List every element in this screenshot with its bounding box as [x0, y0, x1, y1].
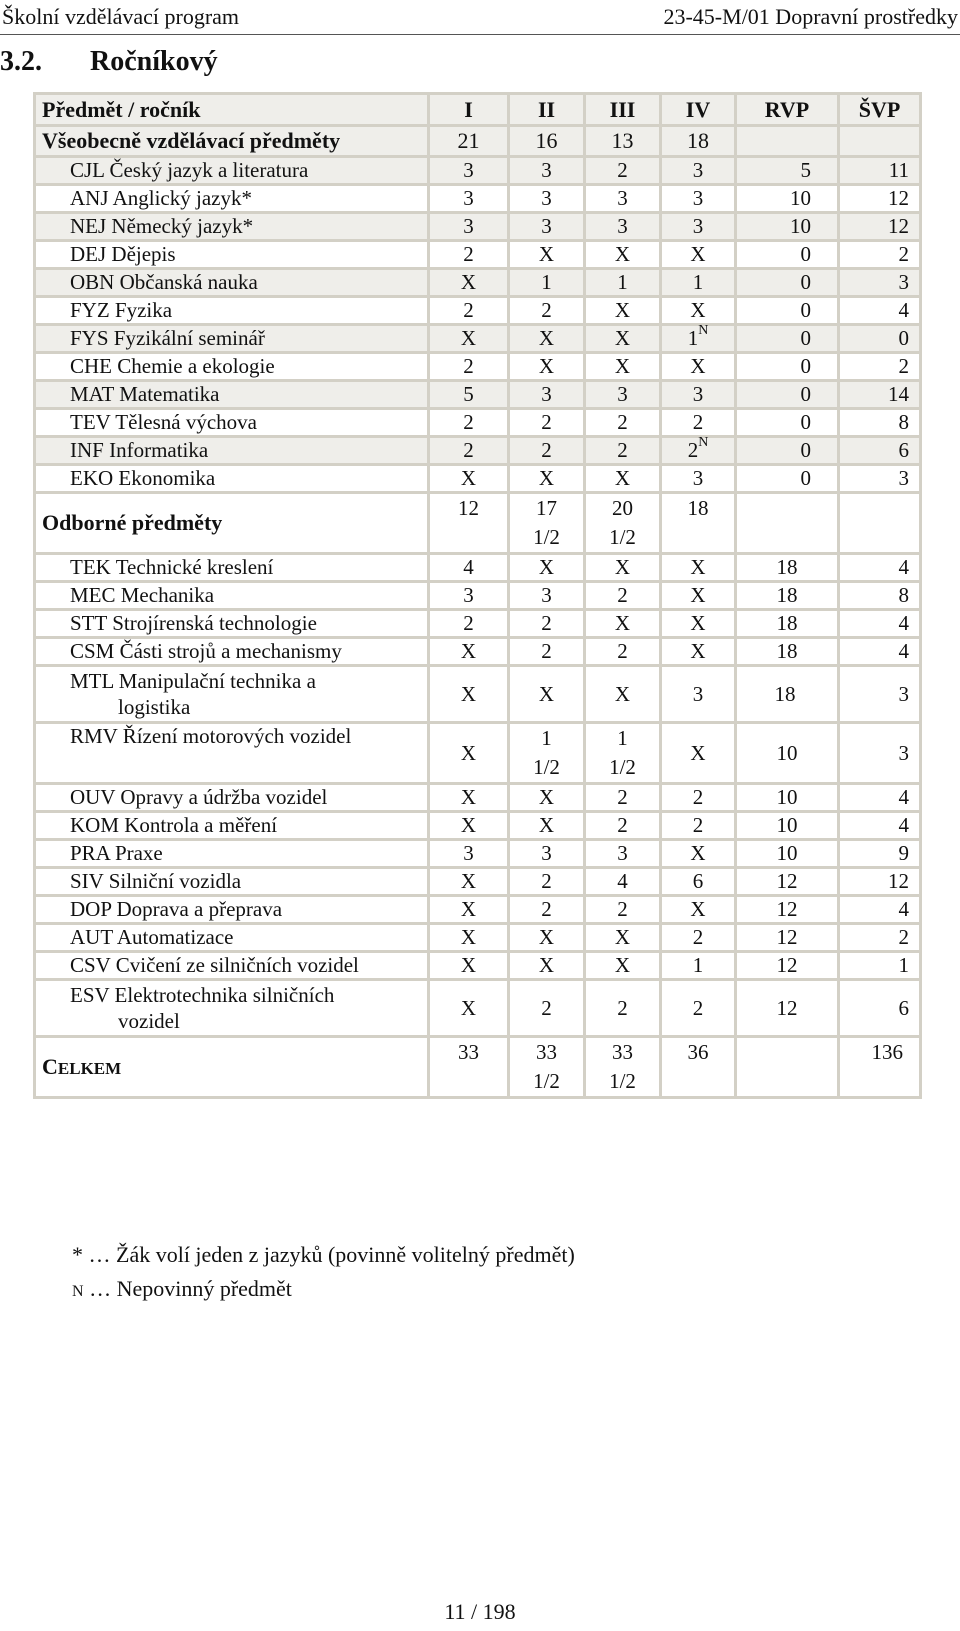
table-cell: 17 1/2 [509, 493, 585, 554]
column-header: Předmět / ročník [35, 94, 429, 126]
table-cell: 2 [585, 784, 661, 812]
table-cell: 3 [509, 381, 585, 409]
table-cell: 10 [736, 784, 839, 812]
table-cell: X [429, 896, 509, 924]
table-cell: 2 [509, 868, 585, 896]
table-cell: 2 [429, 353, 509, 381]
subject-name: MEC Mechanika [35, 582, 429, 610]
table-row [35, 980, 921, 1037]
table-cell: 33 1/2 [585, 1037, 661, 1098]
subject-name: KOM Kontrola a měření [35, 812, 429, 840]
table-cell: 12 [736, 952, 839, 980]
table-cell: 3 [839, 269, 921, 297]
table-cell: 2 [429, 409, 509, 437]
table-cell: 0 [839, 325, 921, 353]
table-cell: 5 [736, 157, 839, 185]
header-divider [0, 34, 960, 35]
table-cell: X [429, 723, 509, 784]
table-cell: 2 [585, 812, 661, 840]
table-cell: 1 [661, 952, 736, 980]
table-cell: X [429, 638, 509, 666]
table-cell: 10 [736, 213, 839, 241]
table-cell: X [585, 924, 661, 952]
subject-name: OUV Opravy a údržba vozidel [35, 784, 429, 812]
table-cell: X [429, 465, 509, 493]
table-cell: 3 [509, 582, 585, 610]
table-cell: 3 [661, 157, 736, 185]
table-row [35, 157, 921, 185]
column-header: III [585, 94, 661, 126]
table-cell: 0 [736, 465, 839, 493]
header-program: Školní vzdělávací program [2, 4, 240, 29]
table-cell: 2 [661, 812, 736, 840]
table-row [35, 812, 921, 840]
table-row [35, 297, 921, 325]
table-cell: 3 [661, 465, 736, 493]
table-cell: 0 [736, 241, 839, 269]
table-cell: 3 [661, 213, 736, 241]
subject-name: ANJ Anglický jazyk* [35, 185, 429, 213]
table-cell: 4 [839, 297, 921, 325]
total-row [35, 1037, 921, 1098]
page-number: 11 / 198 [444, 1599, 516, 1624]
table-cell: 18 [661, 126, 736, 157]
subject-name: FYZ Fyzika [35, 297, 429, 325]
table-header-row [35, 94, 921, 126]
table-cell: 3 [585, 213, 661, 241]
table-cell: X [429, 868, 509, 896]
table-cell: 3 [429, 213, 509, 241]
table-cell: 14 [839, 381, 921, 409]
nonmandatory-marker: N [698, 435, 709, 450]
table-cell: 18 [736, 610, 839, 638]
table-cell: X [509, 353, 585, 381]
table-row [35, 638, 921, 666]
table-cell: 0 [736, 325, 839, 353]
table-cell: 9 [839, 840, 921, 868]
table-cell: 2 [661, 784, 736, 812]
table-cell: 2 [509, 896, 585, 924]
table-row [35, 241, 921, 269]
table-cell [736, 126, 839, 157]
table-row [35, 437, 921, 465]
table-cell: 1 [585, 269, 661, 297]
footnote-nonmandatory: N … Nepovinný předmět [72, 1276, 292, 1301]
table-cell: X [661, 610, 736, 638]
subject-name: MTL Manipulační technika a logistika [35, 666, 429, 723]
table-cell: X [585, 610, 661, 638]
table-cell: X [509, 465, 585, 493]
table-cell: 8 [839, 582, 921, 610]
table-cell: 2 [661, 980, 736, 1037]
table-row [35, 465, 921, 493]
table-row [35, 554, 921, 582]
table-cell: 2 [509, 297, 585, 325]
table-cell: X [509, 784, 585, 812]
table-cell: 10 [736, 723, 839, 784]
table-cell: 16 [509, 126, 585, 157]
table-cell: 4 [429, 554, 509, 582]
column-header: II [509, 94, 585, 126]
table-cell: 13 [585, 126, 661, 157]
table-cell: 3 [661, 185, 736, 213]
subject-name: CJL Český jazyk a literatura [35, 157, 429, 185]
table-cell: 12 [736, 896, 839, 924]
section-title: Ročníkový [90, 46, 218, 77]
subject-name: AUT Automatizace [35, 924, 429, 952]
table-cell: 2 [429, 297, 509, 325]
table-cell: 3 [509, 157, 585, 185]
table-cell: 12 [429, 493, 509, 554]
table-cell: X [509, 241, 585, 269]
table-cell: X [661, 840, 736, 868]
table-cell [839, 493, 921, 554]
page-header [0, 4, 960, 32]
table-cell: 2 [585, 157, 661, 185]
subject-name: CSV Cvičení ze silničních vozidel [35, 952, 429, 980]
table-row [35, 896, 921, 924]
table-cell: 2 [509, 980, 585, 1037]
table-cell: X [661, 297, 736, 325]
table-cell: 2 [585, 896, 661, 924]
table-cell: 6 [839, 980, 921, 1037]
table-cell [736, 493, 839, 554]
table-cell: 0 [736, 381, 839, 409]
table-cell: 3 [585, 381, 661, 409]
table-row [35, 868, 921, 896]
table-cell: 6 [839, 437, 921, 465]
subject-name: SIV Silniční vozidla [35, 868, 429, 896]
table-cell: 3 [839, 666, 921, 723]
footnote-symbol: N [72, 1283, 84, 1300]
table-cell: 3 [429, 582, 509, 610]
table-cell: 20 1/2 [585, 493, 661, 554]
table-cell: X [429, 952, 509, 980]
table-cell: 2 [839, 241, 921, 269]
table-cell: X [585, 465, 661, 493]
table-cell: 4 [839, 610, 921, 638]
table-cell: 4 [839, 784, 921, 812]
table-cell: 1 [661, 269, 736, 297]
table-cell: 18 [661, 493, 736, 554]
table-cell: 3 [585, 840, 661, 868]
table-cell: 2 [509, 638, 585, 666]
general-subjects-group-row [35, 126, 921, 157]
subject-name: INF Informatika [35, 437, 429, 465]
subject-name: TEK Technické kreslení [35, 554, 429, 582]
table-cell: X [661, 896, 736, 924]
table-cell: X [661, 554, 736, 582]
table-cell: 0 [736, 409, 839, 437]
table-cell: 2 [585, 437, 661, 465]
subject-name: PRA Praxe [35, 840, 429, 868]
table-cell: 3 [509, 840, 585, 868]
table-cell: 33 1/2 [509, 1037, 585, 1098]
table-cell: 6 [661, 868, 736, 896]
table-cell: X [661, 723, 736, 784]
nonmandatory-marker: N [698, 323, 709, 338]
table-cell: 11 [839, 157, 921, 185]
table-cell: 3 [839, 465, 921, 493]
table-cell: 12 [736, 868, 839, 896]
table-cell: X [509, 325, 585, 353]
table-cell: 2 [839, 353, 921, 381]
subject-name: EKO Ekonomika [35, 465, 429, 493]
table-cell: X [585, 297, 661, 325]
subject-name: DEJ Dějepis [35, 241, 429, 269]
column-header: IV [661, 94, 736, 126]
table-cell: X [429, 924, 509, 952]
table-cell: 0 [736, 353, 839, 381]
table-cell: 2 [585, 582, 661, 610]
table-cell: 4 [839, 554, 921, 582]
table-cell: 0 [736, 437, 839, 465]
table-cell: $1^N$ [661, 325, 736, 353]
table-cell: 12 [839, 213, 921, 241]
table-cell: 2 [661, 924, 736, 952]
table-cell: 10 [736, 185, 839, 213]
table-row [35, 582, 921, 610]
table-cell: X [585, 241, 661, 269]
table-cell: 3 [661, 666, 736, 723]
table-cell: X [585, 952, 661, 980]
table-cell: 5 [429, 381, 509, 409]
subject-name: MAT Matematika [35, 381, 429, 409]
table-cell: 2 [585, 409, 661, 437]
table-cell: 18 [736, 666, 839, 723]
table-cell: 10 [736, 812, 839, 840]
subject-name: TEV Tělesná výchova [35, 409, 429, 437]
table-cell: X [429, 269, 509, 297]
table-cell: 12 [736, 924, 839, 952]
subject-name: ESV Elektrotechnika silničních vozidel [35, 980, 429, 1037]
section-number: 3.2. [0, 46, 42, 77]
table-row [35, 666, 921, 723]
table-cell: X [661, 638, 736, 666]
subject-name: OBN Občanská nauka [35, 269, 429, 297]
subject-name: CHE Chemie a ekologie [35, 353, 429, 381]
table-cell: 3 [429, 840, 509, 868]
table-cell: 3 [509, 213, 585, 241]
table-cell: 1 1/2 [509, 723, 585, 784]
table-cell: 4 [839, 896, 921, 924]
column-header: ŠVP [839, 94, 921, 126]
table-cell: 3 [429, 157, 509, 185]
table-cell: 18 [736, 582, 839, 610]
table-cell: 2 [661, 409, 736, 437]
group-label: Odborné předměty [35, 493, 429, 554]
table-cell: X [509, 812, 585, 840]
table-cell: X [509, 666, 585, 723]
table-cell: 12 [736, 980, 839, 1037]
table-cell: 3 [661, 381, 736, 409]
table-cell: X [429, 812, 509, 840]
table-row [35, 952, 921, 980]
table-cell: 1 [509, 269, 585, 297]
table-cell: 0 [736, 269, 839, 297]
footnote-optional-language: * … Žák volí jeden z jazyků (povinně volitelný předmět) [72, 1242, 575, 1267]
subject-name: STT Strojírenská technologie [35, 610, 429, 638]
table-row [35, 723, 921, 784]
table-cell: X [661, 241, 736, 269]
table-cell: 33 [429, 1037, 509, 1098]
table-row [35, 840, 921, 868]
table-cell: X [585, 353, 661, 381]
table-cell: X [509, 952, 585, 980]
subject-name: CSM Části strojů a mechanismy [35, 638, 429, 666]
table-cell: 18 [736, 554, 839, 582]
table-cell [839, 126, 921, 157]
table-cell: 4 [585, 868, 661, 896]
table-cell: 36 [661, 1037, 736, 1098]
table-cell: 2 [839, 924, 921, 952]
curriculum-table [33, 92, 922, 1099]
table-row [35, 185, 921, 213]
table-cell: 4 [839, 638, 921, 666]
table-cell: X [661, 582, 736, 610]
table-cell: X [429, 666, 509, 723]
total-label: CELKEM [35, 1037, 429, 1098]
table-row [35, 924, 921, 952]
column-header: I [429, 94, 509, 126]
table-cell: 12 [839, 185, 921, 213]
table-cell: 3 [839, 723, 921, 784]
table-cell: 3 [509, 185, 585, 213]
header-field-code: 23-45-M/01 Dopravní prostředky [663, 4, 958, 29]
table-cell: 2 [509, 610, 585, 638]
table-row [35, 381, 921, 409]
table-cell: 1 [839, 952, 921, 980]
table-row [35, 784, 921, 812]
table-cell: X [585, 554, 661, 582]
table-cell: X [585, 325, 661, 353]
table-row [35, 269, 921, 297]
table-cell: $2^N$ [661, 437, 736, 465]
table-row [35, 325, 921, 353]
table-cell: 2 [509, 437, 585, 465]
table-cell: 12 [839, 868, 921, 896]
table-cell: X [429, 980, 509, 1037]
table-cell: 2 [429, 241, 509, 269]
table-cell: X [509, 554, 585, 582]
table-row [35, 213, 921, 241]
table-cell [736, 1037, 839, 1098]
table-cell: X [661, 353, 736, 381]
table-row [35, 409, 921, 437]
table-cell: 1 1/2 [585, 723, 661, 784]
footnotes [72, 1238, 575, 1309]
table-cell: 3 [585, 185, 661, 213]
table-row [35, 610, 921, 638]
table-cell: 2 [429, 610, 509, 638]
table-cell: X [509, 924, 585, 952]
table-cell: X [429, 784, 509, 812]
table-cell: 2 [585, 638, 661, 666]
table-cell: X [585, 666, 661, 723]
table-cell: 10 [736, 840, 839, 868]
table-cell: 21 [429, 126, 509, 157]
table-cell: 8 [839, 409, 921, 437]
table-cell: 0 [736, 297, 839, 325]
column-header: RVP [736, 94, 839, 126]
group-label: Všeobecně vzdělávací předměty [35, 126, 429, 157]
table-cell: 3 [429, 185, 509, 213]
table-cell: 2 [509, 409, 585, 437]
professional-subjects-group-row [35, 493, 921, 554]
section-heading [0, 46, 218, 78]
table-row [35, 353, 921, 381]
table-cell: 18 [736, 638, 839, 666]
table-cell: 2 [429, 437, 509, 465]
table-cell: 2 [585, 980, 661, 1037]
subject-name: NEJ Německý jazyk* [35, 213, 429, 241]
table-cell: X [429, 325, 509, 353]
table-cell: 136 [839, 1037, 921, 1098]
subject-name: RMV Řízení motorových vozidel [35, 723, 429, 784]
table-cell: 4 [839, 812, 921, 840]
subject-name: DOP Doprava a přeprava [35, 896, 429, 924]
subject-name: FYS Fyzikální seminář [35, 325, 429, 353]
